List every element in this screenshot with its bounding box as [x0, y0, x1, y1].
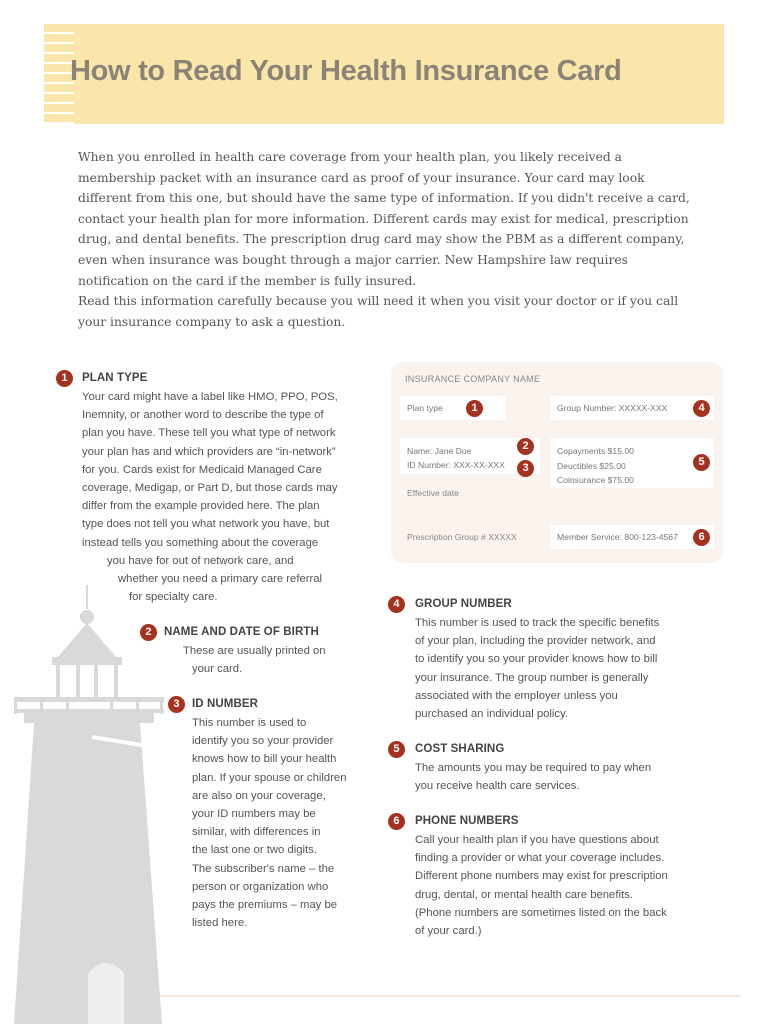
text-line: identify you so your provider [192, 735, 334, 748]
badge-2: 2 [140, 624, 157, 641]
name-dob-heading-label: NAME AND DATE OF BIRTH [164, 626, 319, 638]
plan-type-heading-label: PLAN TYPE [82, 372, 148, 384]
intro-paragraph-2: Read this information carefully because you will need it when you visit your doctor or if you call your insurance company to ask a question. [78, 294, 679, 329]
card-badge-4: 4 [693, 400, 710, 417]
card-plan-type [400, 396, 506, 420]
text-line: plan. If your spouse or children [192, 771, 347, 784]
insurance-card [391, 362, 723, 563]
text-line: coverage, Medigap, or Part D, but those cards may [82, 482, 338, 495]
card-plan-type-label: Plan type [407, 403, 443, 413]
card-member-service-label: Member Service: 800-123-4567 [557, 532, 678, 542]
card-copayments: Copayments $15.00 [557, 446, 634, 456]
text-line: your insurance. The group number is generally [415, 671, 649, 684]
text-line: instead tells you something about the coverage [82, 536, 319, 549]
card-member-name: Name: Jane Doe [407, 446, 472, 456]
card-prescription-group: Prescription Group # XXXXX [407, 532, 517, 542]
badge-6: 6 [388, 813, 405, 830]
footer-divider [160, 995, 740, 997]
card-badge-1: 1 [466, 400, 483, 417]
text-line: associated with the employer unless you [415, 689, 618, 702]
text-line: whether you need a primary care referral [118, 573, 323, 586]
text-line: The amounts you may be required to pay when [415, 762, 652, 774]
header-banner [44, 24, 724, 124]
section-phone-numbers-body [415, 831, 668, 940]
text-line: listed here. [192, 917, 248, 930]
text-line: for you. Cards exist for Medicaid Managed Care [82, 463, 322, 476]
text-line: This number is used to track the specific benefits [415, 617, 660, 629]
cost-sharing-heading-label: COST SHARING [415, 743, 505, 755]
section-plan-type-body [82, 388, 338, 606]
badge-4: 4 [388, 596, 405, 613]
text-line: finding a provider or what your coverage includes. [415, 852, 665, 865]
card-effective-date: Effective date [407, 488, 459, 498]
card-group-number-label: Group Number: XXXXX-XXX [557, 403, 668, 413]
text-line: Call your health plan if you have questions about [415, 834, 659, 846]
text-line: differ from the example provided here. The plan [82, 500, 320, 513]
text-line: Different phone numbers may exist for prescription [415, 870, 668, 883]
badge-5: 5 [388, 741, 405, 758]
intro-paragraph: When you enrolled in health care coverage from your health plan, you likely received a membership packet with an insurance card as proof of your insurance. Your card may look different from this one, but should have the same type of information. If you didn't receive a card, contact your health plan for more information. Different cards may exist for medical, prescription drug, and dental benefits. The prescription drug card may show the PBM as a different company, even when insurance was bought through a major carrier. New Hampshire law requires notification on the card if the member is fully insured. [78, 150, 690, 288]
phone-numbers-heading-label: PHONE NUMBERS [415, 815, 519, 827]
text-line: drug, dental, or mental health care benefits. [415, 888, 633, 901]
text-line: similar, with differences in [192, 826, 321, 839]
card-badge-3: 3 [517, 460, 534, 477]
text-line: purchased an individual policy. [415, 708, 569, 721]
card-group-number [550, 396, 714, 420]
text-line: are also on your coverage, [192, 789, 326, 802]
card-id-number: ID Number: XXX-XX-XXX [407, 460, 505, 470]
group-number-heading-label: GROUP NUMBER [415, 598, 512, 610]
text-line: These are usually printed on [183, 645, 326, 657]
text-line: Inemnity, or another word to describe the type of [82, 409, 324, 422]
text-line: your card. [192, 663, 243, 676]
section-id-number-body [192, 714, 346, 932]
text-line: your plan has and which providers are “in-network” [82, 445, 336, 458]
card-deductibles: Deuctibles $25.00 [557, 460, 626, 471]
text-line: for specialty care. [129, 591, 218, 604]
text-line: to identify you so your provider knows how to bill [415, 653, 658, 666]
id-number-heading-label: ID NUMBER [192, 698, 259, 710]
card-badge-2: 2 [517, 438, 534, 455]
text-line: person or organization who [192, 880, 329, 893]
text-line: type does not tell you what network you have, but [82, 518, 330, 531]
text-line: Your card might have a label like HMO, PPO, POS, [82, 391, 338, 403]
section-group-number-body [415, 614, 659, 723]
text-line: plan you have. These tell you what type of network [82, 427, 336, 440]
section-name-dob-body [183, 642, 326, 678]
text-line: The subscriber's name – the [192, 862, 335, 875]
text-line: you have for out of network care, and [107, 554, 294, 567]
text-line: knows how to bill your health [192, 753, 337, 766]
text-line: of your card.) [415, 925, 482, 938]
card-member-service [550, 525, 714, 549]
card-company-name: INSURANCE COMPANY NAME [405, 374, 541, 384]
card-coinsurance: Coinsurance $75.00 [557, 475, 634, 485]
card-badge-5: 5 [693, 454, 710, 471]
text-line: you receive health care services. [415, 780, 580, 793]
badge-1: 1 [56, 370, 73, 387]
text-line: pays the premiums – may be [192, 899, 338, 912]
section-cost-sharing-body [415, 759, 651, 795]
text-line: of your plan, including the provider network, and [415, 635, 656, 648]
text-line: This number is used to [192, 717, 307, 729]
card-member-info [400, 438, 540, 474]
badge-3: 3 [168, 696, 185, 713]
card-cost-sharing [550, 438, 714, 488]
text-line: your ID numbers may be [192, 808, 316, 821]
lighthouse-illustration [0, 585, 180, 1024]
text-line: (Phone numbers are sometimes listed on the back [415, 906, 667, 919]
page-title: How to Read Your Health Insurance Card [70, 55, 622, 87]
card-badge-6: 6 [693, 529, 710, 546]
text-line: the last one or two digits. [192, 844, 317, 857]
